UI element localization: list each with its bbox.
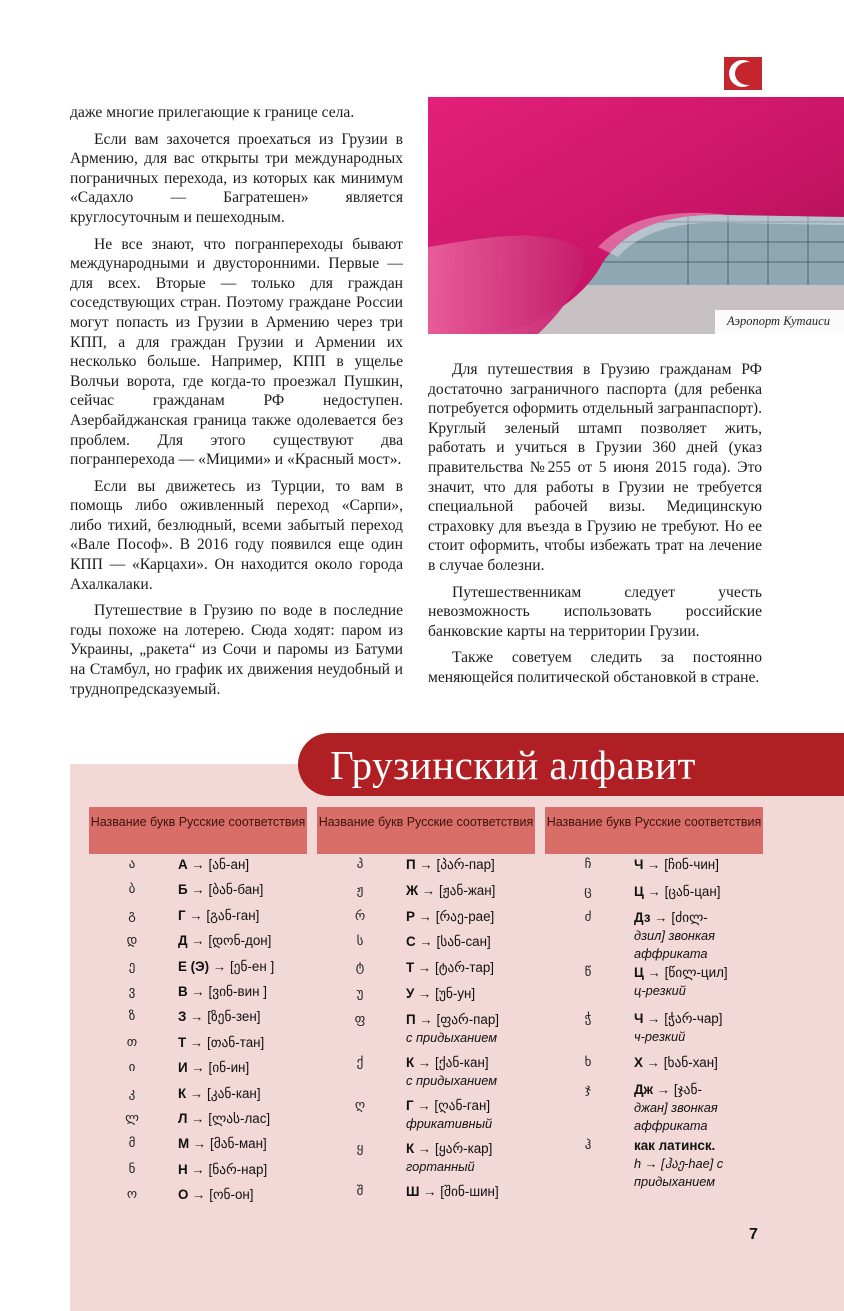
georgian-letter: თ (126, 1034, 138, 1050)
alphabet-row (86, 1059, 310, 1084)
georgian-letter: ო (126, 1187, 138, 1203)
georgian-letter: ჰ (584, 1137, 592, 1153)
russian-correspondence (178, 958, 310, 976)
russian-correspondence (178, 932, 310, 950)
russian-correspondence (178, 907, 310, 925)
russian-correspondence (634, 1010, 766, 1046)
russian-correspondence (634, 1054, 766, 1072)
correspondence-note: ц-резкий (634, 983, 686, 999)
alphabet-row (314, 1140, 538, 1183)
alphabet-row (86, 983, 310, 1008)
georgian-letter: ი (128, 1060, 136, 1076)
correspondence-main: И → [ინ-ин] (178, 1060, 250, 1076)
russian-correspondence (178, 983, 310, 1001)
alphabet-row (314, 1097, 538, 1140)
alphabet-row (86, 907, 310, 932)
alphabet-row (314, 985, 538, 1011)
georgian-letter: ყ (356, 1140, 364, 1156)
correspondence-note: h → [ჰაე-hae] с придыханием (634, 1155, 724, 1189)
georgian-letter: ხ (584, 1055, 592, 1071)
georgian-letter: პ (356, 857, 364, 872)
correspondence-main: Б → [ბან-бан] (178, 882, 264, 898)
correspondence-main: Л → [ლას-лас] (178, 1110, 271, 1126)
georgian-letter: ქ (356, 1054, 364, 1070)
alphabet-row (86, 1008, 310, 1033)
alphabet-row (314, 1011, 538, 1054)
georgian-letter: ღ (354, 1097, 366, 1113)
russian-correspondence (178, 1034, 310, 1052)
russian-correspondence (634, 856, 766, 874)
alphabet-row (86, 856, 310, 881)
header-name: Название букв (90, 815, 176, 829)
alphabet-row (86, 1085, 310, 1110)
georgian-letter: ჟ (356, 882, 364, 898)
georgian-letter: ჯ (585, 1081, 591, 1097)
russian-correspondence (406, 882, 538, 900)
russian-correspondence (634, 1137, 766, 1191)
russian-correspondence (178, 1110, 310, 1128)
russian-correspondence (178, 1085, 310, 1103)
correspondence-main: З → [ზენ-зен] (178, 1009, 261, 1025)
alphabet-row (86, 1186, 310, 1211)
correspondence-main: Т → [ტარ-тар] (406, 960, 495, 976)
russian-correspondence (406, 908, 538, 926)
georgian-letter: გ (128, 907, 136, 923)
correspondence-main: Д → [დონ-дон] (178, 933, 272, 949)
georgian-letter: ფ (354, 1011, 366, 1027)
russian-correspondence (406, 933, 538, 951)
russian-correspondence (634, 909, 766, 963)
russian-correspondence (634, 1081, 766, 1135)
correspondence-note: джан] звонкая аффриката (634, 1099, 718, 1133)
russian-correspondence (406, 1011, 538, 1047)
correspondence-main: как латинск. (634, 1137, 716, 1153)
paragraph: даже многие прилегающие к границе села. (70, 104, 355, 121)
correspondence-main: К → [ქან-кан] (406, 1054, 489, 1070)
header-name: Название букв (546, 815, 632, 829)
correspondence-main: Г → [ღან-ган] (406, 1097, 491, 1113)
header-ru: Русские соответствия (178, 815, 306, 829)
alphabet-row (314, 1183, 538, 1209)
correspondence-main: Ж → [ჟან-жан] (406, 882, 496, 898)
page-number: 7 (749, 1226, 758, 1243)
correspondence-main: Г → [გან-ган] (178, 907, 260, 923)
russian-correspondence (178, 1186, 310, 1204)
alphabet-row (86, 881, 310, 906)
correspondence-main: К → [ყარ-кар] (406, 1140, 493, 1156)
correspondence-main: У → [უნ-ун] (406, 985, 476, 1001)
correspondence-note: ч-резкий (634, 1029, 686, 1045)
russian-correspondence (406, 856, 538, 874)
alphabet-row (542, 909, 766, 964)
correspondence-main: Ч → [ჭარ-чар] (634, 1011, 723, 1027)
georgian-letter: ძ (584, 910, 592, 926)
photo-caption: Аэропорт Кутаиси (715, 310, 844, 334)
alphabet-column-3 (542, 856, 766, 1189)
georgian-letter: ე (128, 958, 136, 974)
header-ru: Русские соответствия (406, 815, 534, 829)
correspondence-main: М → [მან-ман] (178, 1136, 267, 1152)
alphabet-row (314, 908, 538, 934)
russian-correspondence (406, 1183, 538, 1201)
alphabet-row (314, 856, 538, 882)
georgian-letter: რ (354, 908, 366, 924)
alphabet-row (86, 1135, 310, 1160)
alphabet-column-2 (314, 856, 538, 1209)
alphabet-row (314, 933, 538, 959)
alphabet-row (542, 883, 766, 910)
russian-correspondence (634, 964, 766, 1000)
airport-illustration (428, 97, 844, 334)
correspondence-note: гортанный (406, 1158, 475, 1174)
georgian-letter: ლ (125, 1110, 139, 1126)
correspondence-main: Ч → [ჩინ-чин] (634, 857, 719, 872)
russian-correspondence (634, 883, 766, 901)
georgian-letter: ნ (128, 1161, 136, 1177)
section-title: Грузинский алфавит (330, 742, 696, 788)
russian-correspondence (406, 1097, 538, 1133)
correspondence-main: Дз → [ძილ- (634, 910, 708, 926)
georgian-letter: ტ (355, 960, 365, 976)
alphabet-column-1 (86, 856, 310, 1211)
left-text-column (70, 103, 403, 706)
alphabet-row (542, 1137, 766, 1189)
paragraph: Путешествие в Грузию по воде в последние годы похоже на лотерею. Сюда ходят: паром из Украины, „ракета“ из Сочи и паромы из Батуми на Стамбул, но график их движения неудобный и труднопредсказуемый. (70, 602, 403, 698)
russian-correspondence (178, 1161, 310, 1179)
russian-correspondence (178, 881, 310, 899)
russian-correspondence (406, 959, 538, 977)
table-header (317, 807, 535, 854)
georgian-letter: ვ (128, 983, 136, 999)
georgian-letter: მ (128, 1136, 136, 1152)
georgian-letter: ჩ (584, 857, 592, 872)
correspondence-main: П → [ფარ-пар] (406, 1011, 500, 1027)
alphabet-row (86, 958, 310, 983)
correspondence-main: П → [პარ-пар] (406, 857, 495, 872)
georgian-letter: ა (128, 857, 136, 872)
alphabet-row (86, 1110, 310, 1135)
correspondence-main: К → [კან-кан] (178, 1085, 261, 1101)
russian-correspondence (178, 1059, 310, 1077)
correspondence-main: С → [სან-сан] (406, 934, 491, 950)
alphabet-row (542, 1081, 766, 1137)
alphabet-row (86, 1161, 310, 1186)
table-header (89, 807, 307, 854)
georgian-letter: ს (356, 934, 364, 950)
russian-correspondence (406, 1140, 538, 1176)
paragraph: Для путешествия в Грузию гражданам РФ достаточно заграничного паспорта (для ребенка потребуется оформить отдельный загранпаспорт). Круглый зеленый штамп позволяет жить, работать и учиться в Грузии 360 дней (указ правительства №255 от 5 июня 2015 года). Это значит, что для работы в Грузии не требуется специальной рабочей визы. Медицинскую страховку для въезда в Грузию не требуют. Но ее стоит оформить, чтобы избежать трат на лечение в случае болезни. (428, 361, 762, 574)
alphabet-row (542, 856, 766, 883)
correspondence-note: с придыханием (406, 1072, 497, 1088)
correspondence-main: А → [ან-ан] (178, 857, 250, 872)
correspondence-main: О → [ონ-он] (178, 1187, 254, 1203)
georgian-letter: ც (584, 883, 592, 899)
paragraph: Не все знают, что погранпереходы бывают международными и двусторонними. Первые — для всех. Вторые — только для граждан соседствующих стран. Поэтому граждане России могут попасть из Грузии в Армению через три КПП, а для граждан Грузии и Армении их несколько больше. Например, КПП в ущелье Волчьи ворота, где когда-то проезжал Пушкин, сейчас гражданам РФ недоступен. Азербайджанская граница также одолевается без проблем. Для этого существуют два погранперехода — «Мицими» и «Красный мост». (70, 235, 403, 469)
header-name: Название букв (318, 815, 404, 829)
russian-correspondence (178, 856, 310, 874)
correspondence-main: Н → [ნარ-нар] (178, 1161, 268, 1177)
correspondence-main: Р → [რაე-рае] (406, 908, 495, 924)
alphabet-row (542, 1010, 766, 1054)
georgian-letter: ბ (128, 882, 136, 898)
header-ru: Русские соответствия (634, 815, 762, 829)
correspondence-main: Т → [თან-тан] (178, 1034, 265, 1050)
alphabet-row (314, 882, 538, 908)
right-text-column (428, 360, 762, 695)
russian-correspondence (178, 1135, 310, 1153)
paragraph: Также советуем следить за постоянно меняющейся политической обстановкой в стране. (428, 649, 762, 686)
alphabet-row (314, 959, 538, 985)
correspondence-note: с придыханием (406, 1029, 497, 1045)
georgian-letter: შ (356, 1183, 364, 1199)
correspondence-main: В → [ვინ-вин ] (178, 983, 267, 999)
georgian-letter: ჭ (584, 1011, 592, 1027)
georgian-letter: წ (584, 965, 592, 981)
book-logo-icon (724, 57, 762, 90)
alphabet-row (314, 1054, 538, 1097)
russian-correspondence (406, 1054, 538, 1090)
paragraph: Если вы движетесь из Турции, то вам в помощь либо оживленный переход «Сарпи», либо тихий, безлюдный, всеми забытый переход «Вале Пософ». В 2016 году появился еще один КПП — «Карцахи». Он находится около города Ахалкалаки. (70, 477, 403, 593)
table-header (545, 807, 763, 854)
paragraph: Если вам захочется проехаться из Грузии в Армению, для вас открыты три международных пограничных перехода, из которых как минимум «Садахло — Багратешен» является круглосуточным и пешеходным. (70, 130, 403, 226)
alphabet-row (542, 1054, 766, 1081)
correspondence-main: Дж → [ჯან- (634, 1081, 702, 1097)
georgian-letter: ზ (128, 1009, 136, 1025)
russian-correspondence (178, 1008, 310, 1026)
correspondence-note: дзил] звонкая аффриката (634, 928, 715, 962)
alphabet-row (86, 1034, 310, 1059)
correspondence-note: фрикативный (406, 1115, 493, 1131)
correspondence-main: Е (Э) → [ენ-ен ] (178, 958, 275, 974)
georgian-letter: კ (128, 1085, 136, 1101)
correspondence-main: Ц → [წილ-цил] (634, 965, 728, 981)
russian-correspondence (406, 985, 538, 1003)
alphabet-row (86, 932, 310, 957)
correspondence-main: Х → [ხან-хан] (634, 1055, 718, 1071)
georgian-letter: დ (126, 933, 138, 949)
georgian-letter: უ (356, 985, 364, 1001)
paragraph: Путешественникам следует учесть невозможность использовать российские банковские карты на территории Грузии. (428, 583, 762, 640)
alphabet-row (542, 964, 766, 1010)
correspondence-main: Ц → [ცან-цан] (634, 883, 721, 899)
airport-photo (428, 97, 844, 334)
correspondence-main: Ш → [შინ-шин] (406, 1183, 499, 1199)
